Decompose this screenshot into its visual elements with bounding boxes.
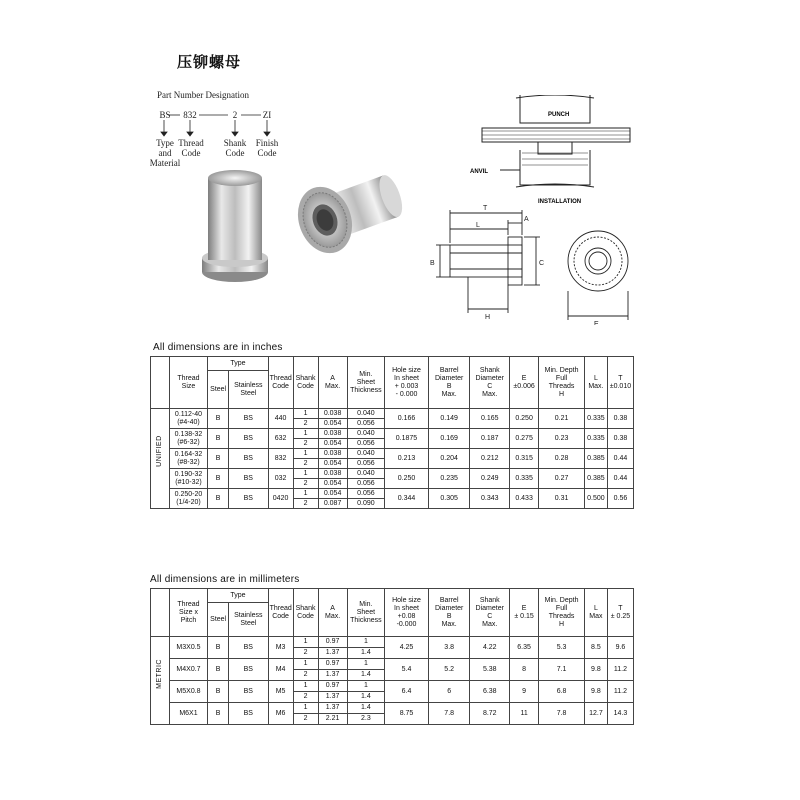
e-cell: 11 <box>510 703 539 725</box>
t-cell: 9.6 <box>607 637 633 659</box>
designation-part-thread: 832 <box>183 110 197 120</box>
header-shank-code: Shank Code <box>293 357 318 409</box>
side-label: UNIFIED <box>155 434 163 467</box>
designation-caption-thread: Thread Code <box>178 138 204 158</box>
sheet-thickness-cell: 1.4 <box>347 648 384 659</box>
table-row <box>151 659 634 670</box>
steel-cell: B <box>208 469 229 489</box>
header-shank: Shank Diameter C Max. <box>470 357 510 409</box>
t-cell: 0.56 <box>607 489 633 509</box>
h-cell: 0.27 <box>539 469 585 489</box>
thread-code-cell: 832 <box>268 449 293 469</box>
t-cell: 0.38 <box>607 429 633 449</box>
e-cell: 0.433 <box>510 489 539 509</box>
steel-cell: B <box>208 659 229 681</box>
header-thread-size: Thread Size x Pitch <box>169 589 208 637</box>
header-blank-cell <box>151 357 170 409</box>
header-a-max: A Max. <box>318 357 347 409</box>
sheet-thickness-cell: 0.090 <box>347 499 384 509</box>
steel-cell: B <box>208 449 229 469</box>
shank-code-cell: 2 <box>293 648 318 659</box>
shank-code-cell: 1 <box>293 449 318 459</box>
shank-code-cell: 2 <box>293 692 318 703</box>
header-depth: Min. Depth Full Threads H <box>539 357 585 409</box>
sheet-thickness-cell: 0.056 <box>347 489 384 499</box>
thread-code-cell: 0420 <box>268 489 293 509</box>
header-l: L Max. <box>584 357 607 409</box>
designation-part-shank: 2 <box>232 110 238 120</box>
thread-size-cell: 0.250-20 (1/4-20) <box>169 489 208 509</box>
a-max-cell: 0.038 <box>318 409 347 419</box>
sheet-thickness-cell: 0.056 <box>347 459 384 469</box>
thread-size-cell: 0.164-32 (#8-32) <box>169 449 208 469</box>
sheet-thickness-cell: 2.3 <box>347 714 384 725</box>
hole-cell: 4.25 <box>385 637 429 659</box>
stainless-cell: BS <box>229 659 269 681</box>
table-row <box>151 681 634 692</box>
dim-h-label: H <box>485 314 491 321</box>
thread-size-cell: 0.190-32 (#10-32) <box>169 469 208 489</box>
e-cell: 0.335 <box>510 469 539 489</box>
hole-cell: 0.166 <box>385 409 429 429</box>
t-cell: 11.2 <box>607 659 633 681</box>
dim-c-label: C <box>539 260 545 267</box>
punch-label: PUNCH <box>548 112 570 118</box>
header-a-max: A Max. <box>318 589 347 637</box>
a-max-cell: 0.97 <box>318 637 347 648</box>
thread-code-cell: M6 <box>268 703 293 725</box>
header-blank-cell <box>151 589 170 637</box>
hole-cell: 8.75 <box>385 703 429 725</box>
stainless-cell: BS <box>229 429 269 449</box>
header-barrel: Barrel Diameter B Max. <box>428 357 470 409</box>
table-row <box>151 429 634 439</box>
dim-e-label: E <box>594 321 599 325</box>
l-cell: 9.8 <box>584 659 607 681</box>
table-row <box>151 469 634 479</box>
l-cell: 0.385 <box>584 469 607 489</box>
sheet-thickness-cell: 1 <box>347 681 384 692</box>
header-min-sheet: Min. Sheet Thickness <box>347 357 384 409</box>
nut-standing-icon <box>202 170 268 282</box>
header-shank-code: Shank Code <box>293 589 318 637</box>
thread-size-cell: M6X1 <box>169 703 208 725</box>
steel-cell: B <box>208 489 229 509</box>
table-row <box>151 449 634 459</box>
inches-table <box>150 356 634 509</box>
l-cell: 0.500 <box>584 489 607 509</box>
e-cell: 0.275 <box>510 429 539 449</box>
a-max-cell: 1.37 <box>318 670 347 681</box>
a-max-cell: 0.054 <box>318 419 347 429</box>
sheet-thickness-cell: 0.040 <box>347 429 384 439</box>
header-hole: Hole size In sheet +0.08 -0.000 <box>385 589 429 637</box>
header-min-sheet: Min. Sheet Thickness <box>347 589 384 637</box>
t-cell: 0.38 <box>607 409 633 429</box>
designation-part-finish: ZI <box>262 110 272 120</box>
header-e: E ±0.006 <box>510 357 539 409</box>
c-cell: 0.187 <box>470 429 510 449</box>
c-cell: 5.38 <box>470 659 510 681</box>
dim-b-label: B <box>430 260 435 267</box>
sheet-thickness-cell: 0.040 <box>347 449 384 459</box>
a-max-cell: 1.37 <box>318 648 347 659</box>
shank-code-cell: 2 <box>293 479 318 489</box>
anvil-label: ANVIL <box>470 169 488 175</box>
header-shank: Shank Diameter C Max. <box>470 589 510 637</box>
shank-code-cell: 2 <box>293 499 318 509</box>
shank-code-cell: 2 <box>293 459 318 469</box>
e-cell: 9 <box>510 681 539 703</box>
c-cell: 0.165 <box>470 409 510 429</box>
thread-code-cell: 440 <box>268 409 293 429</box>
thread-size-cell: 0.112-40 (#4-40) <box>169 409 208 429</box>
side-label-cell <box>151 409 170 509</box>
l-cell: 0.335 <box>584 429 607 449</box>
hole-cell: 0.344 <box>385 489 429 509</box>
shank-code-cell: 1 <box>293 469 318 479</box>
t-cell: 0.44 <box>607 449 633 469</box>
l-cell: 0.385 <box>584 449 607 469</box>
header-steel: Steel <box>208 371 229 409</box>
a-max-cell: 1.37 <box>318 703 347 714</box>
sheet-thickness-cell: 1.4 <box>347 670 384 681</box>
c-cell: 8.72 <box>470 703 510 725</box>
t-cell: 0.44 <box>607 469 633 489</box>
designation-caption-finish: Finish Code <box>255 138 279 158</box>
b-cell: 7.8 <box>428 703 470 725</box>
page-title: 压铆螺母 <box>177 53 242 71</box>
sheet-thickness-cell: 0.056 <box>347 479 384 489</box>
mm-table-caption: All dimensions are in millimeters <box>150 574 300 585</box>
shank-code-cell: 2 <box>293 419 318 429</box>
e-cell: 0.315 <box>510 449 539 469</box>
b-cell: 6 <box>428 681 470 703</box>
h-cell: 7.8 <box>539 703 585 725</box>
b-cell: 3.8 <box>428 637 470 659</box>
a-max-cell: 1.37 <box>318 692 347 703</box>
thread-size-cell: M4X0.7 <box>169 659 208 681</box>
sheet-thickness-cell: 1.4 <box>347 692 384 703</box>
header-depth: Min. Depth Full Threads H <box>539 589 585 637</box>
shank-code-cell: 1 <box>293 489 318 499</box>
h-cell: 6.8 <box>539 681 585 703</box>
installation-label: INSTALLATION <box>538 199 582 205</box>
a-max-cell: 0.054 <box>318 489 347 499</box>
h-cell: 5.3 <box>539 637 585 659</box>
installation-drawing <box>420 95 640 325</box>
thread-code-cell: 632 <box>268 429 293 449</box>
a-max-cell: 0.038 <box>318 429 347 439</box>
thread-size-cell: M3X0.5 <box>169 637 208 659</box>
stainless-cell: BS <box>229 469 269 489</box>
a-max-cell: 0.97 <box>318 681 347 692</box>
stainless-cell: BS <box>229 703 269 725</box>
e-cell: 8 <box>510 659 539 681</box>
sheet-thickness-cell: 0.056 <box>347 439 384 449</box>
e-cell: 6.35 <box>510 637 539 659</box>
sheet-thickness-cell: 0.040 <box>347 469 384 479</box>
designation-label: Part Number Designation <box>157 90 249 100</box>
steel-cell: B <box>208 703 229 725</box>
dim-t-label: T <box>483 205 488 212</box>
shank-code-cell: 1 <box>293 409 318 419</box>
h-cell: 7.1 <box>539 659 585 681</box>
header-steel: Steel <box>208 603 229 637</box>
thread-code-cell: M5 <box>268 681 293 703</box>
shank-code-cell: 1 <box>293 429 318 439</box>
table-row <box>151 703 634 714</box>
designation-caption-type: Type and Material <box>149 138 181 168</box>
hole-cell: 0.250 <box>385 469 429 489</box>
stainless-cell: BS <box>229 681 269 703</box>
thread-code-cell: 032 <box>268 469 293 489</box>
l-cell: 0.335 <box>584 409 607 429</box>
dim-a-label: A <box>524 216 529 223</box>
inches-table-caption: All dimensions are in inches <box>153 342 283 353</box>
header-thread-code: Thread Code <box>268 589 293 637</box>
table-header-row <box>151 589 634 603</box>
hole-cell: 5.4 <box>385 659 429 681</box>
a-max-cell: 0.054 <box>318 459 347 469</box>
shank-code-cell: 2 <box>293 439 318 449</box>
hole-cell: 0.1875 <box>385 429 429 449</box>
stainless-cell: BS <box>229 489 269 509</box>
l-cell: 8.5 <box>584 637 607 659</box>
b-cell: 0.149 <box>428 409 470 429</box>
a-max-cell: 0.054 <box>318 439 347 449</box>
table-header-row <box>151 357 634 371</box>
c-cell: 6.38 <box>470 681 510 703</box>
steel-cell: B <box>208 429 229 449</box>
shank-code-cell: 1 <box>293 659 318 670</box>
shank-code-cell: 1 <box>293 637 318 648</box>
t-cell: 14.3 <box>607 703 633 725</box>
thread-size-cell: 0.138-32 (#6-32) <box>169 429 208 449</box>
thread-size-cell: M5X0.8 <box>169 681 208 703</box>
header-stainless-steel: Stainless Steel <box>229 603 269 637</box>
stainless-cell: BS <box>229 449 269 469</box>
header-e: E ± 0.15 <box>510 589 539 637</box>
header-t: T ± 0.25 <box>607 589 633 637</box>
header-thread-size: Thread Size <box>169 357 208 409</box>
hole-cell: 0.213 <box>385 449 429 469</box>
table-row <box>151 409 634 419</box>
product-photo <box>190 160 410 300</box>
steel-cell: B <box>208 681 229 703</box>
sheet-thickness-cell: 0.040 <box>347 409 384 419</box>
header-thread-code: Thread Code <box>268 357 293 409</box>
c-cell: 0.212 <box>470 449 510 469</box>
steel-cell: B <box>208 637 229 659</box>
t-cell: 11.2 <box>607 681 633 703</box>
header-type: Type <box>208 589 268 603</box>
header-stainless-steel: Stainless Steel <box>229 371 269 409</box>
shank-code-cell: 2 <box>293 670 318 681</box>
c-cell: 0.343 <box>470 489 510 509</box>
a-max-cell: 0.038 <box>318 469 347 479</box>
table-row <box>151 489 634 499</box>
a-max-cell: 0.087 <box>318 499 347 509</box>
header-hole: Hole size In sheet + 0.003 - 0.000 <box>385 357 429 409</box>
a-max-cell: 0.054 <box>318 479 347 489</box>
shank-code-cell: 1 <box>293 703 318 714</box>
thread-code-cell: M4 <box>268 659 293 681</box>
stainless-cell: BS <box>229 637 269 659</box>
steel-cell: B <box>208 409 229 429</box>
b-cell: 0.169 <box>428 429 470 449</box>
a-max-cell: 0.038 <box>318 449 347 459</box>
e-cell: 0.250 <box>510 409 539 429</box>
nut-tilted-icon <box>289 161 410 261</box>
header-l: L Max <box>584 589 607 637</box>
mm-table <box>150 588 634 725</box>
h-cell: 0.28 <box>539 449 585 469</box>
b-cell: 5.2 <box>428 659 470 681</box>
sheet-thickness-cell: 0.056 <box>347 419 384 429</box>
designation-part-type: BS <box>159 110 171 120</box>
stainless-cell: BS <box>229 409 269 429</box>
sheet-thickness-cell: 1 <box>347 659 384 670</box>
sheet-thickness-cell: 1.4 <box>347 703 384 714</box>
b-cell: 0.235 <box>428 469 470 489</box>
c-cell: 0.249 <box>470 469 510 489</box>
dim-l-label: L <box>476 222 480 229</box>
header-barrel: Barrel Diameter B Max. <box>428 589 470 637</box>
side-label-cell <box>151 637 170 725</box>
h-cell: 0.23 <box>539 429 585 449</box>
l-cell: 12.7 <box>584 703 607 725</box>
a-max-cell: 0.97 <box>318 659 347 670</box>
header-t: T ±0.010 <box>607 357 633 409</box>
a-max-cell: 2.21 <box>318 714 347 725</box>
header-type: Type <box>208 357 268 371</box>
b-cell: 0.204 <box>428 449 470 469</box>
designation-caption-shank: Shank Code <box>223 138 247 158</box>
b-cell: 0.305 <box>428 489 470 509</box>
thread-code-cell: M3 <box>268 637 293 659</box>
shank-code-cell: 2 <box>293 714 318 725</box>
table-row <box>151 637 634 648</box>
h-cell: 0.31 <box>539 489 585 509</box>
hole-cell: 6.4 <box>385 681 429 703</box>
c-cell: 4.22 <box>470 637 510 659</box>
h-cell: 0.21 <box>539 409 585 429</box>
sheet-thickness-cell: 1 <box>347 637 384 648</box>
side-label: METRIC <box>155 658 163 689</box>
shank-code-cell: 1 <box>293 681 318 692</box>
l-cell: 9.8 <box>584 681 607 703</box>
